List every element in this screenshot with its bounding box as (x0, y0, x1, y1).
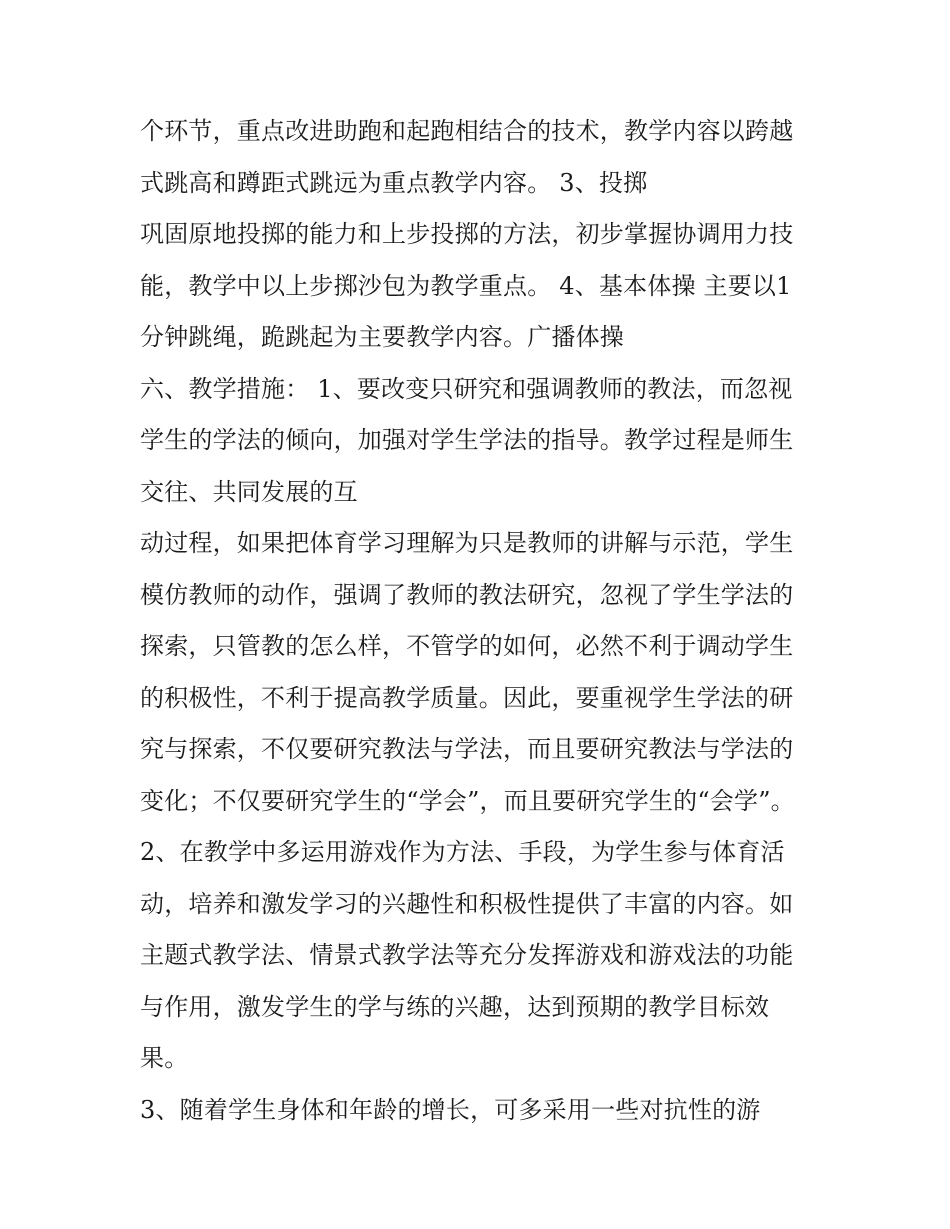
text-line: 变化；不仅要研究学生的“学会”，而且要研究学生的“会学”。 (140, 786, 795, 815)
text-line: 主题式教学法、情景式教学法等充分发挥游戏和游戏法的功能 (140, 941, 794, 969)
text-line: 动过程，如果把体育学习理解为只是教师的讲解与示范，学生 (140, 529, 794, 557)
text-line: 3、随着学生身体和年龄的增长，可多采用一些对抗性的游 (140, 1095, 761, 1124)
text-line: 交往、共同发展的互 (140, 477, 358, 506)
text-line: 动，培养和激发学习的兴趣性和积极性提供了丰富的内容。如 (140, 889, 794, 918)
text-line: 2、在教学中多运用游戏作为方法、手段，为学生参与体育活 (140, 838, 785, 866)
body-text (140, 106, 820, 1136)
text-line: 模仿教师的动作，强调了教师的教法研究，忽视了学生学法的 (140, 580, 794, 609)
text-line: 分钟跳绳，跪跳起为主要教学内容。广播体操 (140, 323, 624, 351)
text-line: 式跳高和蹲距式跳远为重点教学内容。 3、投掷 (140, 168, 648, 197)
text-line: 巩固原地投掷的能力和上步投掷的方法，初步掌握协调用力技 (140, 220, 794, 248)
text-line: 个环节，重点改进助跑和起跑相结合的技术，教学内容以跨越 (140, 117, 794, 145)
text-line: 与作用，激发学生的学与练的兴趣，达到预期的教学目标效 (140, 992, 770, 1021)
text-line: 能，教学中以上步掷沙包为教学重点。 4、基本体操 主要以1 (140, 271, 792, 300)
text-line: 探索，只管教的怎么样，不管学的如何，必然不利于调动学生 (140, 632, 794, 660)
text-line: 的积极性，不利于提高教学质量。因此，要重视学生学法的研 (140, 683, 794, 712)
text-line: 六、教学措施： 1、要改变只研究和强调教师的教法，而忽视 (140, 374, 793, 403)
text-line: 学生的学法的倾向，加强对学生学法的指导。教学过程是师生 (140, 426, 794, 454)
text-line: 究与探索，不仅要研究教法与学法，而且要研究教法与学法的 (140, 735, 794, 763)
text-line: 果。 (140, 1044, 189, 1072)
